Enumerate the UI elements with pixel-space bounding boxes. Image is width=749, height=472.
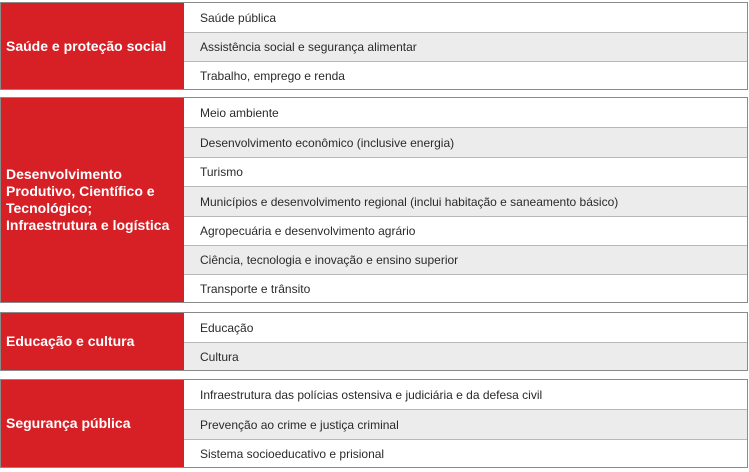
category-label: Saúde e proteção social <box>1 3 184 89</box>
list-item: Desenvolvimento econômico (inclusive energia) <box>184 127 747 157</box>
list-item: Saúde pública <box>200 10 277 25</box>
group-educacao <box>0 312 748 371</box>
list-item: Assistência social e segurança alimentar <box>184 32 747 61</box>
list-item: Sistema socioeducativo e prisional <box>184 439 747 467</box>
list-item: Cultura <box>184 342 747 370</box>
list-item: Ciência, tecnologia e inovação e ensino superior <box>184 245 747 274</box>
list-item: Trabalho, emprego e renda <box>184 61 747 89</box>
list-item: Meio ambiente <box>200 105 279 120</box>
group-seguranca <box>0 379 748 468</box>
item-list <box>184 313 747 370</box>
item-list <box>184 380 747 467</box>
category-label: Educação e cultura <box>1 313 184 370</box>
list-item: Municípios e desenvolvimento regional (inclui habitação e saneamento básico) <box>184 186 747 216</box>
list-item: Agropecuária e desenvolvimento agrário <box>184 216 747 245</box>
group-saude <box>0 2 748 90</box>
item-list <box>184 98 747 302</box>
category-label: Desenvolvimento Produtivo, Científico e Tecnológico; Infraestrutura e logística <box>1 98 184 302</box>
list-item: Prevenção ao crime e justiça criminal <box>184 409 747 439</box>
list-item: Transporte e trânsito <box>184 274 747 302</box>
category-label: Segurança pública <box>1 380 184 467</box>
list-item: Educação <box>200 320 254 335</box>
group-desenvolvimento <box>0 97 748 303</box>
list-item: Turismo <box>184 157 747 186</box>
item-list <box>184 3 747 89</box>
list-item: Infraestrutura das polícias ostensiva e judiciária e da defesa civil <box>200 387 543 402</box>
